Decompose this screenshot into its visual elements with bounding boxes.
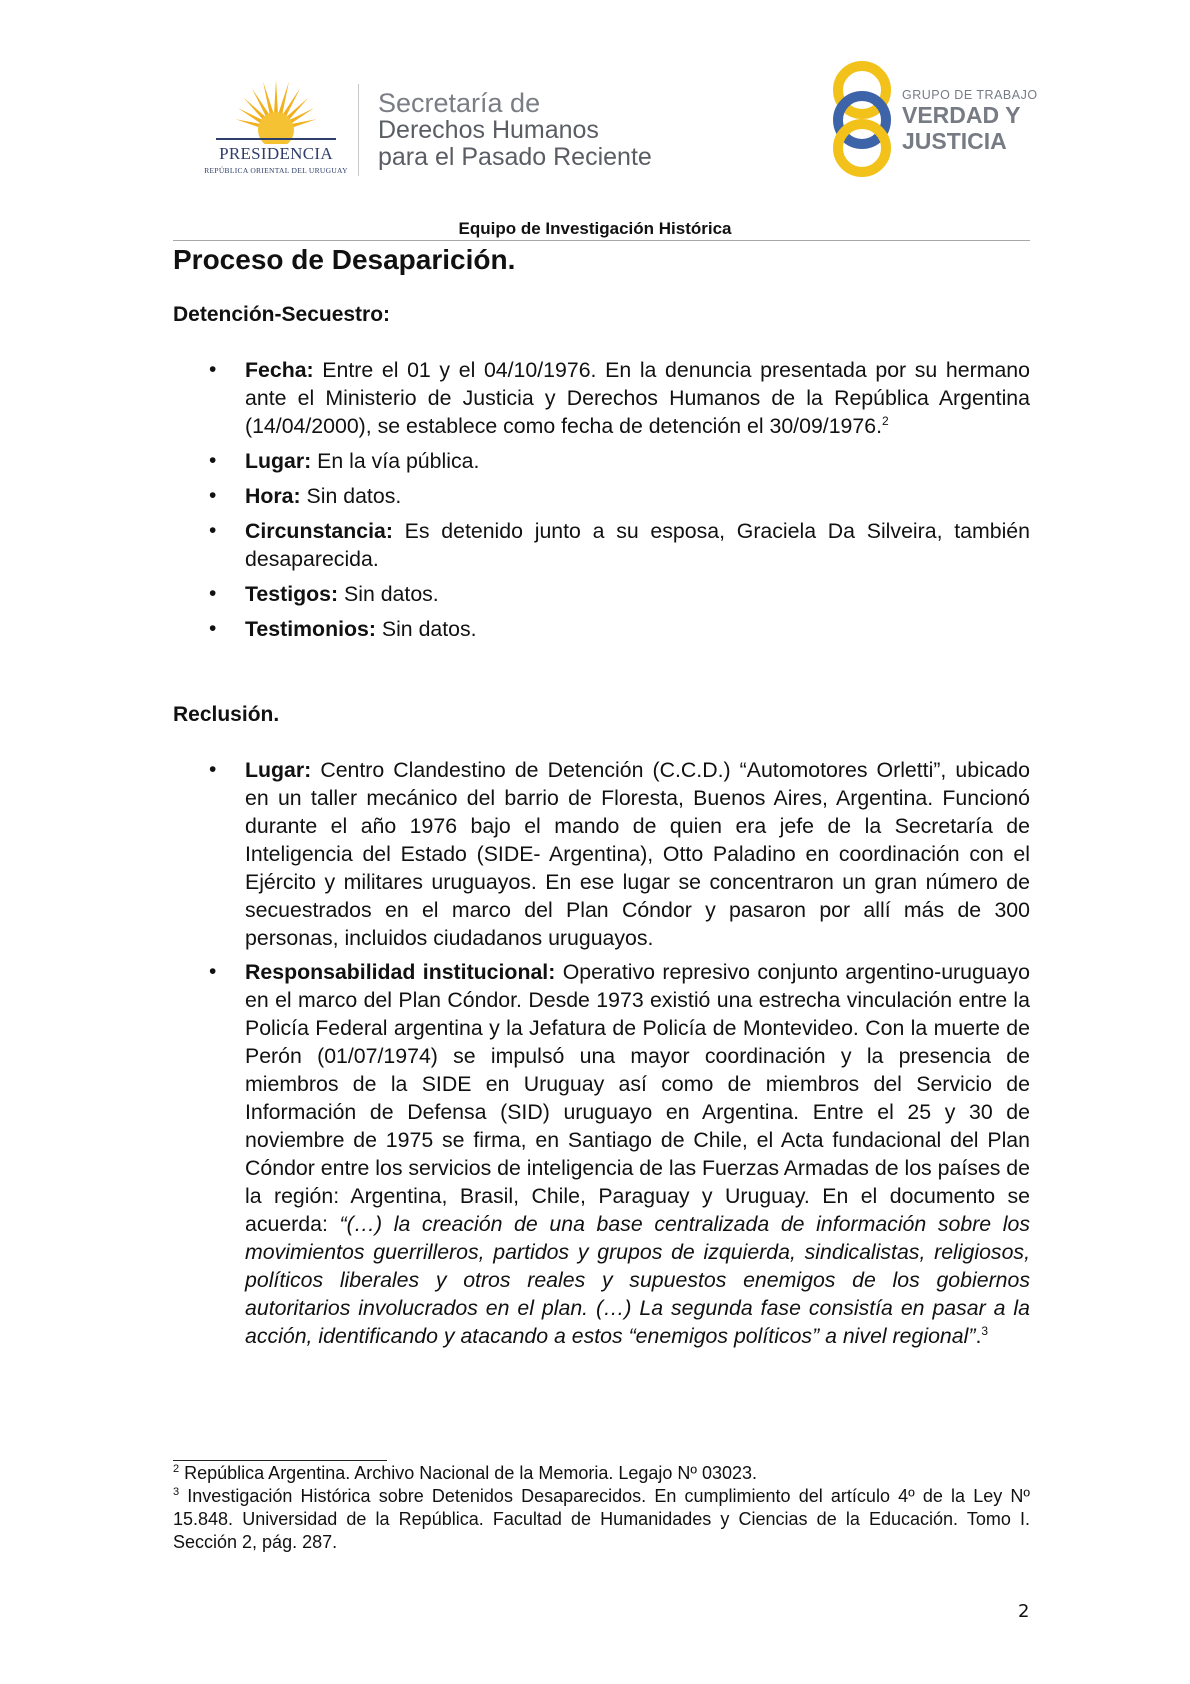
item-label: Responsabilidad institucional: (245, 960, 556, 984)
item-text: Es detenido junto a su esposa, Graciela Da Silveira, también desaparecida. (245, 519, 1030, 571)
sun-emblem-icon (198, 78, 354, 144)
bullet-icon: • (209, 519, 217, 542)
item-text: Sin datos. (338, 582, 439, 606)
item-label: Testimonios: (245, 617, 376, 641)
secretaria-logo-text (378, 90, 652, 171)
item-text: Centro Clandestino de Detención (C.C.D.) “Automotores Orletti”, ubicado en un taller mecánico del barrio de Floresta, Buenos Aires, Argentina. Funcionó durante el año 1976 bajo el mando de quien era jefe de la Secretaría de Inteligencia del Estado (SIDE- Argentina), Otto Paladino en coordinación con el Ejército y militares uruguayos. En ese lugar se concentraron un gran número de secuestrados en el marco del Plan Cóndor y pasaron por allí más de 300 personas, incluidos ciudadanos uruguayos. (245, 758, 1030, 950)
quote-end: . (975, 1324, 982, 1348)
item-text: Sin datos. (375, 617, 477, 641)
footnote-divider (173, 1460, 387, 1461)
list-item-testimonios (173, 615, 1030, 643)
footnote-number: 2 (173, 1463, 180, 1475)
page-title: Proceso de Desaparición. (173, 244, 516, 275)
footnote-2 (173, 1462, 1030, 1485)
header-team-name: Equipo de Investigación Histórica (458, 219, 732, 238)
list-item-lugar (173, 447, 1030, 475)
item-label: Hora: (245, 484, 301, 508)
footnote-text: Investigación Histórica sobre Detenidos Desaparecidos. En cumplimiento del artículo 4º de la Ley Nº 15.848. Universidad de la República. Facultad de Humanidades y Ciencias de la Educación. Tomo I. Sección 2, pág. 287. (173, 1486, 1030, 1552)
footnote-3 (173, 1485, 1030, 1554)
item-text: Operativo represivo conjunto argentino-uruguayo en el marco del Plan Cóndor. Desde 1973 existió una estrecha vinculación entre la Policía Federal argentina y la Jefatura de Policía de Montevideo. Con la muerte de Perón (01/07/1974) se impulsó una mayor coordinación y la presencia de miembros de la SIDE en Uruguay así como de miembros del Servicio de Información de Defensa (SID) uruguayo en Argentina. Entre el 25 y 30 de noviembre de 1975 se firma, en Santiago de Chile, el Acta fundacional del Plan Cóndor entre los servicios de inteligencia de las Fuerzas Armadas de los países de la región: Argentina, Brasil, Chile, Paraguay y Uruguay. En el documento se acuerda: (245, 960, 1030, 1236)
presidencia-subtitle: REPÚBLICA ORIENTAL DEL URUGUAY (204, 166, 348, 175)
gtvj-justicia: JUSTICIA (902, 128, 1007, 154)
bullet-icon: • (209, 758, 217, 781)
secretaria-line-2: Derechos Humanos (378, 116, 599, 144)
page-number: 2 (1018, 1601, 1030, 1622)
footnote-ref[interactable]: 3 (981, 1323, 989, 1338)
secretaria-line-3: para el Pasado Reciente (378, 143, 652, 171)
bullet-icon: • (209, 449, 217, 472)
bullet-icon: • (209, 960, 217, 983)
list-item-fecha (173, 356, 1030, 440)
bullet-icon: • (209, 582, 217, 605)
section-heading-reclusion: Reclusión. (173, 703, 280, 726)
bullet-icon: • (209, 358, 217, 381)
gtvj-verdad: VERDAD Y (902, 102, 1021, 128)
footnote-number: 3 (173, 1486, 180, 1498)
list-item-responsabilidad (173, 958, 1030, 1350)
item-text: Entre el 01 y el 04/10/1976. En la denuncia presentada por su hermano ante el Ministerio de Justicia y Derechos Humanos de la República Argentina (14/04/2000), se establece como fecha de detención el 30/09/1976. (245, 358, 1030, 438)
item-text: En la vía pública. (311, 449, 480, 473)
footnote-text: República Argentina. Archivo Nacional de la Memoria. Legajo Nº 03023. (179, 1463, 758, 1483)
secretaria-line-1: Secretaría de (378, 88, 541, 118)
item-label: Fecha: (245, 358, 314, 382)
list-item-circunstancia (173, 517, 1030, 573)
plan-condor-quote: “(…) la creación de una base centralizada de información sobre los movimientos guerrilleros, partidos y grupos de izquierda, sindicalistas, religiosos, políticos liberales y otros reales y supuestos enemigos de los gobiernos autoritarios involucrados en el plan. (…) La segunda fase consistía en pasar a la acción, identificando y atacando a estos “enemigos políticos” a nivel regional” (245, 1212, 1030, 1348)
reclusion-list (173, 756, 1030, 1350)
gtvj-logo-text (902, 88, 1038, 154)
item-text: Sin datos. (300, 484, 402, 508)
presidencia-logo (198, 78, 354, 178)
item-label: Lugar: (245, 449, 312, 473)
detencion-list (173, 356, 1030, 643)
bullet-icon: • (209, 484, 217, 507)
header-divider (173, 240, 1030, 241)
list-item-reclusion-lugar (173, 756, 1030, 952)
item-label: Circunstancia: (245, 519, 393, 543)
bullet-icon: • (209, 617, 217, 640)
footnotes (173, 1462, 1030, 1554)
list-item-hora (173, 482, 1030, 510)
section-heading-detencion: Detención-Secuestro: (173, 303, 391, 326)
list-item-testigos (173, 580, 1030, 608)
gtvj-small-text: GRUPO DE TRABAJO (902, 88, 1038, 102)
presidencia-name: PRESIDENCIA (219, 144, 333, 163)
item-label: Lugar: (245, 758, 312, 782)
footnote-ref[interactable]: 2 (882, 413, 889, 428)
logo-divider (358, 84, 359, 176)
item-label: Testigos: (245, 582, 339, 606)
